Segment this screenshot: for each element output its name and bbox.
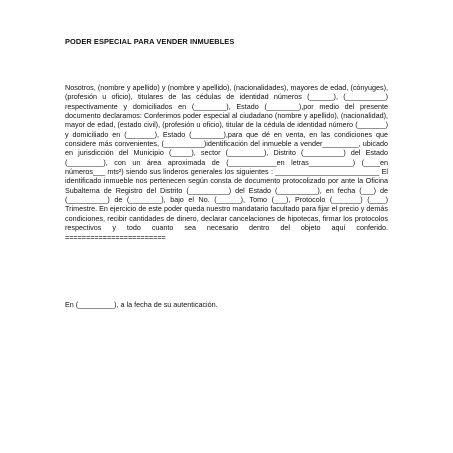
document-title: PODER ESPECIAL PARA VENDER INMUEBLES bbox=[65, 37, 235, 46]
document-closing: En (_________), a la fecha de su autenticación. bbox=[65, 300, 218, 309]
document-body: Nosotros, (nombre y apellido) y (nombre y apellido), (nacionalidades), mayores de edad, (cónyuges), (profesión u oficio), titulares de las cédulas de identidad números (______), (__________) respectivamente y domiciliados en (________), Estado (________),por medio del presente documento declaramos: Conferimos poder especial al ciudadano (nombre y apellido), (nacionalidad), mayor de edad, (estado civil), (profesión u oficio), titular de la cédula de identidad número (_______) y domiciliado en (_______), Estado (________),para que dé en venta, en las condiciones que considere más convenientes, (__________)identificación del inmueble a vender_________, ubicado en jurisdicción del Municipio (_____), sector (_________), Distrito (__________) del Estado (_________), con un área aproximada de (____________en letras___________) (____en números___ mts²) siendo sus linderos generales los siguientes : __________________________ El identificado inmueble nos pertenecen según consta de documento protocolizado por ante la Oficina Subalterna de Registro del Distrito (__________) del Estado (__________), en fecha (___) de (__________) de (________), bajo el No. (______), Tomo (___), Protocolo (_______) (____) Trimestre. En ejercicio de este poder queda nuestro mandatario facultado para fijar el precio y demás condiciones, recibir cantidades de dinero, declarar cancelaciones de hipotecas, firmar los protocolos respectivos y todo cuanto sea necesario dentro del objeto aquí conferido. ======================== bbox=[65, 83, 388, 242]
